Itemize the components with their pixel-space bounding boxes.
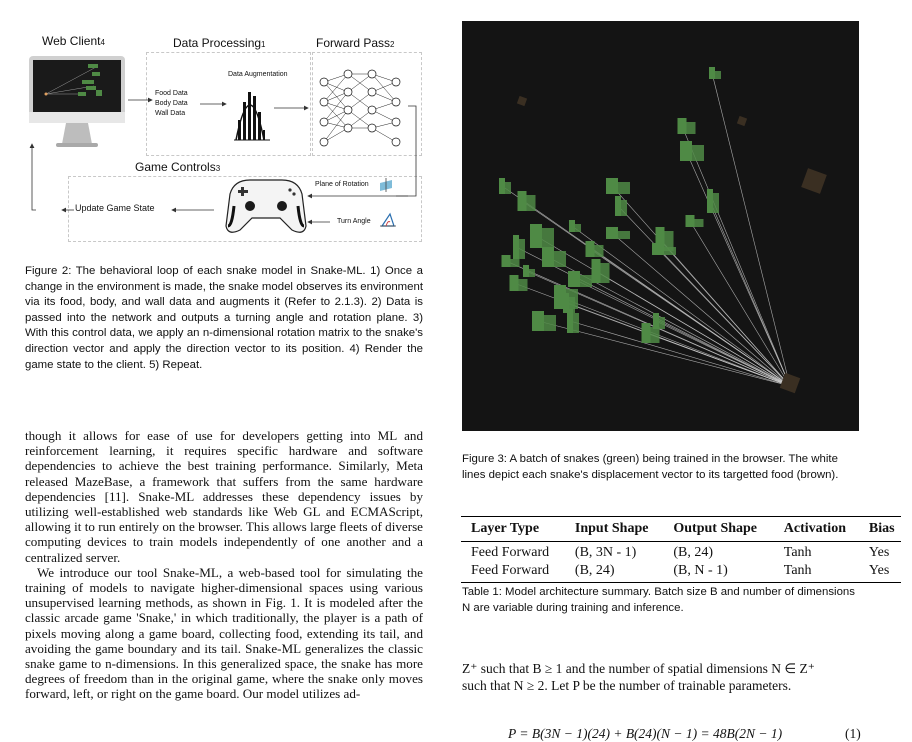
snake-segment — [567, 309, 573, 333]
displacement-line — [596, 271, 790, 386]
left-body-text — [25, 428, 423, 702]
snake-training-visualization — [462, 21, 859, 431]
neural-network-icon — [320, 70, 400, 146]
gamepad-icon — [226, 180, 306, 232]
table-row — [461, 562, 901, 583]
cell: Yes — [868, 545, 890, 560]
figure-3-render — [462, 21, 859, 431]
paragraph-2: We introduce our tool Snake-ML, a web-based tool for simulating the training of models to navigate higher-dimensional spaces using various unsupervised learning methods, as shown in Fig. 1. It is modeled after the classic arcade game 'Snake,' in which traditionally, the player is a path of pixels moving along a game board, collecting food, extending its tail, and avoiding the game boundary and its tail. Snake-ML generalizes the classic snake game to n-dimensions. In this generalized space, the snake has more degrees of freedom than in the original game, where the snake only moves forward, left, or right on the game board. Our model utilizes ad- — [25, 564, 423, 702]
data-augmentation-label: Data Augmentation — [228, 71, 288, 78]
snake-segment — [659, 317, 665, 329]
snake-segment — [575, 224, 581, 232]
table-row — [461, 542, 901, 563]
game-controls-heading: Game Controls3 — [135, 160, 221, 174]
table-1-caption: Table 1: Model architecture summary. Batch size B and number of dimensions N are variable during training and inference. — [462, 586, 855, 614]
figure-2-diagram — [24, 30, 434, 245]
snake-segment — [618, 231, 630, 239]
snake-segment — [678, 118, 687, 134]
snake-segment — [554, 285, 566, 309]
paragraph-1: though it allows for ease of use for developers getting into ML and reinforcement learning, it requires specific hardware and software dependencies to achieve the best training performance. Similarly, Meta released MazeBase, a framework that suffers from the same hardware dependencies [11]. Snake-ML addresses these dependency issues by utilizing well-established web standards like Web GL and ECMAScript, allowing it to run entirely on the browser. This allows large fleets of diverse computing devices to train models independently of one another and a centralized server. — [25, 428, 423, 565]
food-cube — [517, 96, 527, 106]
snake-segment — [709, 67, 715, 79]
turn-angle-label: Turn Angle — [337, 218, 371, 225]
cell: (B, 24) — [673, 545, 714, 560]
cell: (B, 3N - 1) — [574, 545, 637, 560]
turn-angle-icon — [380, 214, 396, 226]
snake-segment — [680, 141, 692, 161]
snake-segment — [505, 182, 511, 194]
body-line-2: such that N ≥ 2. Let P be the number of trainable parameters. — [462, 678, 792, 693]
snake-segment — [529, 269, 535, 277]
equation-1: P = B(3N − 1)(24) + B(24)(N − 1) = 48B(2N − 1) — [508, 726, 783, 741]
cell: (B, 24) — [565, 562, 663, 583]
wall-data-label: Wall Data — [155, 110, 186, 117]
table-header-row — [461, 517, 901, 542]
header-activation: Activation — [774, 517, 859, 542]
snake-segment — [652, 243, 664, 255]
snake-segment — [580, 275, 592, 287]
snake-segment — [532, 311, 544, 331]
data-processing-heading: Data Processing1 — [173, 36, 266, 50]
snake-segment — [542, 247, 554, 267]
snake-segment — [695, 219, 704, 227]
snake-segment — [554, 251, 566, 267]
header-layer-type: Layer Type — [461, 517, 565, 542]
displacement-line — [658, 249, 790, 386]
displacement-line — [712, 73, 790, 386]
snake-segment — [653, 313, 659, 329]
update-game-state-label: Update Game State — [75, 203, 155, 213]
snake-segment — [692, 145, 704, 161]
plane-of-rotation-label: Plane of Rotation — [315, 181, 369, 188]
food-cube — [780, 373, 801, 394]
figure-3-caption: Figure 3: A batch of snakes (green) being trained in the browser. The white lines depict each snake's displacement vector to its targetted food (brown). — [462, 453, 839, 481]
snake-segment — [642, 323, 651, 343]
body-line-1: Z⁺ such that B ≥ 1 and the number of spatial dimensions N ∈ Z⁺ — [462, 661, 815, 676]
displacement-line — [572, 226, 790, 386]
body-data-label: Body Data — [155, 100, 188, 107]
snake-segment — [569, 220, 575, 232]
snake-segment — [510, 275, 519, 291]
plane-of-rotation-icon — [380, 178, 392, 192]
figure-2-caption: Figure 2: The behavioral loop of each snake model in Snake-ML. 1) Once a change in the environment is made, the snake model observes its environment via its food, body, and wall data and augments it (Refer to 2.1.3). 2) Data is passed into the network and outputs a turning angle and rotation plane. 3) With this control data, we apply an n-dimensional rotation matrix to the snake's direction vector and apply the direction vector to its position. 4) Render the game state to the client. 5) Repeat. — [25, 265, 423, 371]
table-1 — [461, 516, 901, 583]
cell: (B, N - 1) — [663, 562, 773, 583]
snake-segment — [523, 265, 529, 277]
snake-segment — [595, 245, 604, 257]
snake-segment — [519, 279, 528, 291]
snake-segment — [530, 224, 542, 248]
displacement-line — [686, 151, 790, 386]
snake-segment — [499, 178, 505, 194]
snake-segment — [586, 241, 595, 257]
snake-segment — [566, 289, 578, 309]
cell: Feed Forward — [461, 562, 565, 583]
equation-number: (1) — [845, 726, 861, 741]
snake-segment — [618, 182, 630, 194]
displacement-line — [682, 126, 790, 386]
web-client-heading: Web Client4 — [42, 34, 105, 48]
snake-segment — [601, 263, 610, 283]
cell: Tanh — [774, 562, 859, 583]
displacement-line — [560, 297, 790, 386]
header-input-shape: Input Shape — [565, 517, 663, 542]
food-cube — [737, 116, 747, 126]
snake-segment — [687, 122, 696, 134]
snake-segment — [592, 259, 601, 283]
displacement-line — [656, 321, 790, 386]
snake-segment — [511, 259, 520, 267]
displacement-line — [660, 239, 790, 386]
snake-segment — [713, 193, 719, 213]
snake-segment — [664, 247, 676, 255]
food-data-label: Food Data — [155, 90, 188, 97]
cell: Yes — [859, 562, 901, 583]
food-cube — [801, 168, 827, 194]
snake-segment — [606, 227, 618, 239]
snake-segment — [568, 271, 580, 287]
cell: Feed Forward — [471, 545, 550, 560]
cell: Tanh — [783, 545, 812, 560]
snake-segment — [707, 189, 713, 213]
snake-segment — [715, 71, 721, 79]
snake-segment — [606, 178, 618, 194]
snake-segment — [519, 239, 525, 259]
snake-segment — [513, 235, 519, 259]
snake-segment — [615, 196, 621, 216]
displacement-line — [570, 321, 790, 386]
snake-segment — [686, 215, 695, 227]
snake-segment — [621, 200, 627, 216]
snake-segment — [542, 228, 554, 248]
snake-segment — [651, 327, 660, 343]
histogram-icon — [234, 92, 270, 140]
snake-segment — [573, 313, 579, 333]
forward-pass-heading: Forward Pass2 — [316, 36, 395, 50]
header-output-shape: Output Shape — [663, 517, 773, 542]
header-bias: Bias — [859, 517, 901, 542]
snake-segment — [518, 191, 527, 211]
snake-segment — [544, 315, 556, 331]
snake-segment — [527, 195, 536, 211]
snake-segment — [502, 255, 511, 267]
